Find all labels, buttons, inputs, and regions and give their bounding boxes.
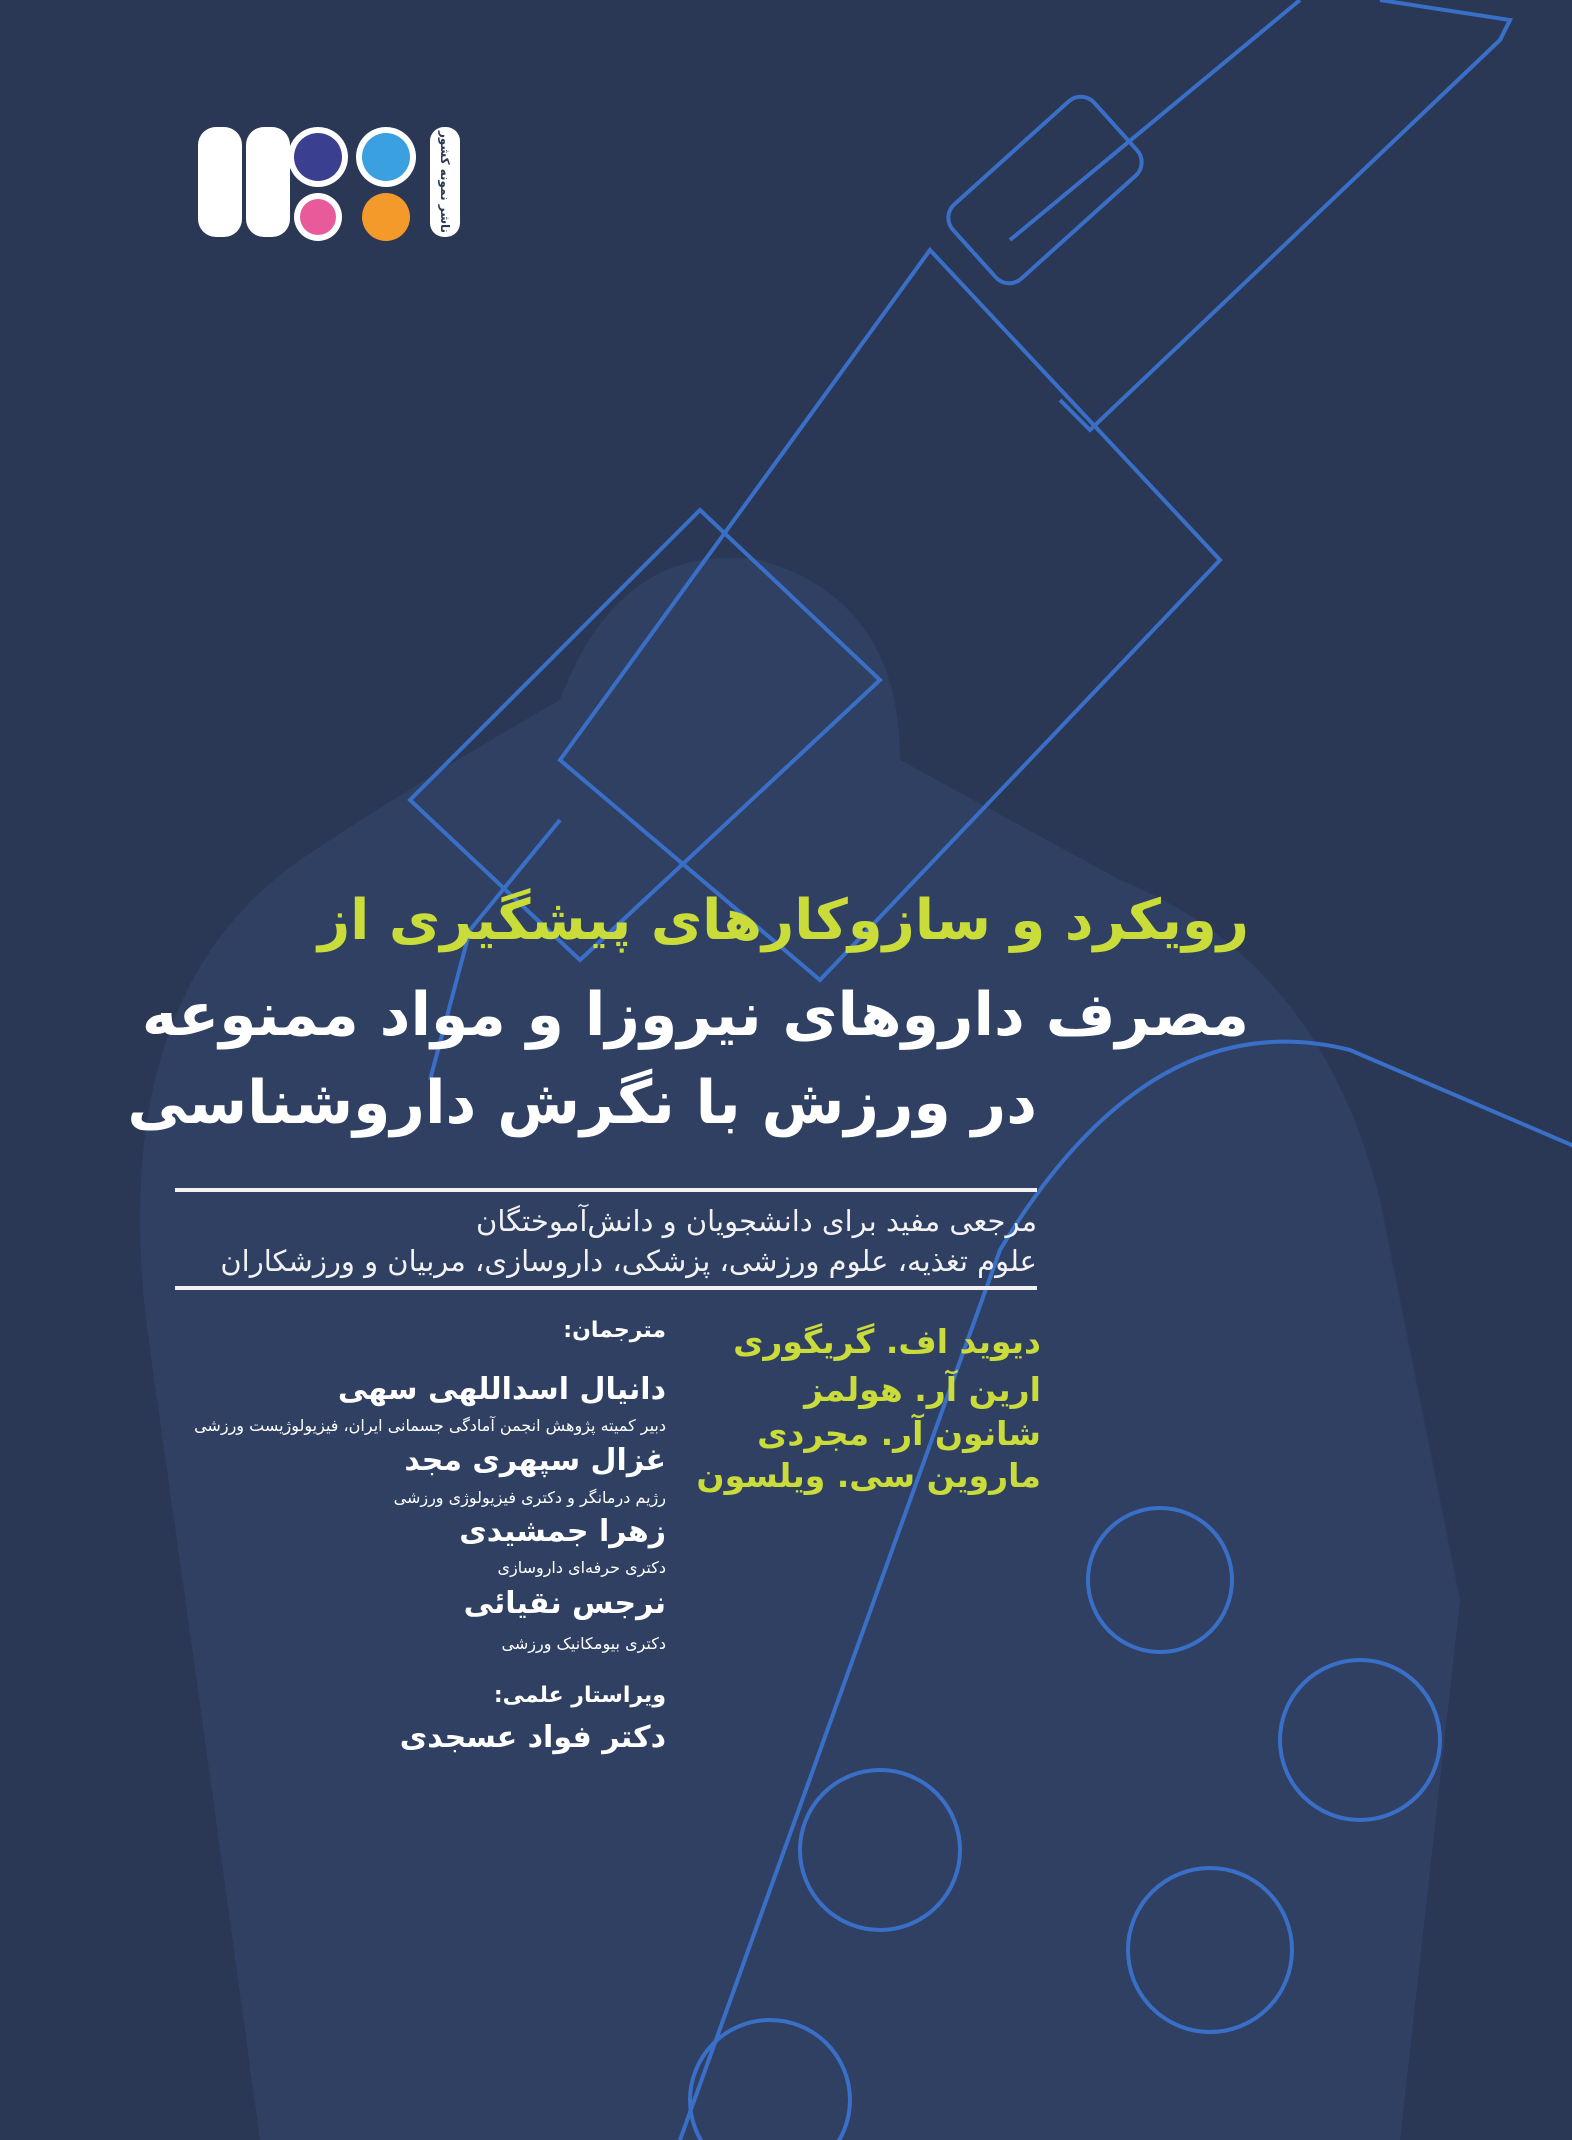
translator-name: نرجس نقیائی <box>463 1586 666 1621</box>
title-line-3: در ورزش با نگرش داروشناسی <box>127 1068 1037 1138</box>
editor-label: ویراستار علمی: <box>493 1683 666 1708</box>
translator-desc: دکتری بیومکانیک ورزشی <box>501 1634 666 1653</box>
author-3: شانون آر. مجردی <box>757 1414 1041 1453</box>
title-line-2: مصرف داروهای نیروزا و مواد ممنوعه <box>141 980 1249 1050</box>
translator-desc: دبیر کمیته پژوهش انجمن آمادگی جسمانی ایران، فیزیولوژیست ورزشی <box>194 1416 666 1435</box>
translator-desc: دکتری حرفه‌ای داروسازی <box>497 1558 666 1577</box>
translator-name: زهرا جمشیدی <box>459 1514 666 1549</box>
divider-top <box>175 1188 1037 1192</box>
editor-name: دکتر فواد عسجدی <box>399 1720 666 1755</box>
subtitle-line-2: علوم تغذیه، علوم ورزشی، پزشکی، داروسازی، مربیان و ورزشکاران <box>220 1244 1037 1278</box>
publisher-badge: ناشر نمونه کشور <box>438 130 452 234</box>
author-2: ارین آر. هولمز <box>804 1370 1041 1409</box>
subtitle-line-1: مرجعی مفید برای دانشجویان و دانش‌آموختگان <box>476 1204 1037 1238</box>
publisher-logos <box>198 109 473 241</box>
author-1: دیوید اف. گریگوری <box>733 1322 1041 1361</box>
translator-desc: رژیم درمانگر و دکتری فیزیولوژی ورزشی <box>393 1488 666 1507</box>
author-4: ماروین سی. ویلسون <box>696 1456 1041 1495</box>
divider-bottom <box>175 1286 1037 1290</box>
translators-label: مترجمان: <box>563 1318 666 1343</box>
translator-name: غزال سپهری مجد <box>404 1443 666 1478</box>
title-line-1: رویکرد و سازوکارهای پیشگیری از <box>317 888 1249 953</box>
translator-name: دانیال اسداللهی سهی <box>337 1372 666 1407</box>
